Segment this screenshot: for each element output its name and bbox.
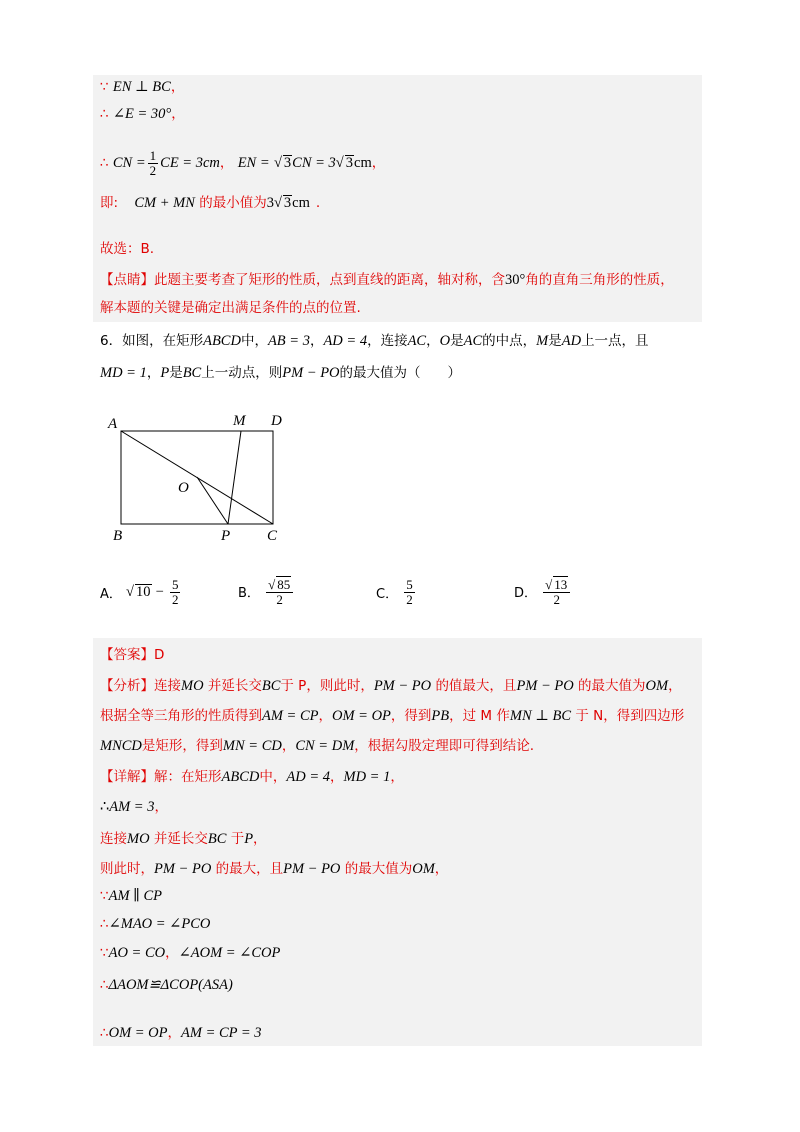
- question-line-2: MD = 1，P是BC上一动点，则PM − PO的最大值为（ ）: [100, 365, 462, 381]
- top-line-3: ∴ CN = $\frac{1}{2}$ CE = 3cm， EN = √ 3CN = 3√ 3cm，: [100, 147, 386, 178]
- detail-line-3: 连接MO 并延长交BC 于P，: [100, 831, 267, 847]
- geometry-figure: [100, 405, 300, 550]
- question-line-1: 6．如图，在矩形ABCD中，AB = 3，AD = 4，连接AC，O是AC的中点，M是AD上一点，且: [100, 333, 649, 349]
- because-symbol: ∵: [100, 79, 109, 95]
- top-line-4: 即: CM + MN 的最小值为3√ 3cm .: [100, 195, 321, 211]
- option-d: D． $\frac{√ 13}{2}$: [514, 576, 572, 607]
- label-c: C: [267, 528, 278, 544]
- segment-mp: [228, 431, 241, 524]
- detail-line-2: ∴AM = 3，: [100, 799, 168, 815]
- detail-line-1: 【详解】解：在矩形ABCD中，AD = 4，MD = 1，: [100, 769, 404, 785]
- answer-label: 【答案】: [100, 647, 154, 663]
- answer-choice-line: 故选：B.: [100, 241, 155, 257]
- top-line-2: ∴ ∠E = 30°，: [100, 106, 185, 122]
- option-a: A． √ 10 − $\frac{5}{2}$: [100, 577, 179, 607]
- detail-line-8: ∴ΔAOM≌ΔCOP(ASA): [100, 977, 233, 993]
- detail-line-5: ∵AM ∥ CP: [100, 888, 163, 904]
- label-o: O: [178, 480, 189, 496]
- answer-value: D: [154, 647, 165, 663]
- answer-line: [100, 645, 164, 665]
- tip-line-2: 解本题的关键是确定出满足条件的点的位置.: [100, 300, 361, 316]
- math-angle-e: ∠E = 30°: [112, 106, 172, 122]
- option-b: B． $\frac{√ 85}{2}$: [238, 576, 295, 607]
- segment-op: [197, 477, 228, 524]
- detail-line-7: ∵AO = CO，∠AOM = ∠COP: [100, 945, 281, 961]
- tip-line-1: 【点睛】此题主要考查了矩形的性质，点到直线的距离，轴对称，含30°角的直角三角形的性质，: [100, 272, 674, 288]
- label-m: M: [233, 413, 246, 429]
- analysis-label: 【分析】: [100, 678, 154, 694]
- detail-label: 【详解】: [100, 769, 154, 785]
- label-d: D: [271, 413, 282, 429]
- therefore-symbol: ∴: [100, 106, 109, 122]
- label-a: A: [108, 416, 118, 432]
- detail-line-4: 则此时，PM − PO 的最大，且PM − PO 的最大值为OM，: [100, 861, 449, 877]
- analysis-line-3: MNCD是矩形，得到MN = CD，CN = DM，根据勾股定理即可得到结论.: [100, 738, 535, 754]
- tip-label: 【点睛】: [100, 272, 154, 288]
- option-c: C． $\frac{5}{2}$: [376, 577, 413, 607]
- analysis-line-1: 【分析】连接MO 并延长交BC于 P，则此时，PM − PO 的值最大，且PM − PO 的最大值为OM，: [100, 678, 682, 694]
- label-p: P: [221, 528, 231, 544]
- label-b: B: [113, 528, 123, 544]
- analysis-line-2: 根据全等三角形的性质得到AM = CP，OM = OP，得到PB，过 M 作MN ⊥ BC 于 N，得到四边形: [100, 708, 685, 724]
- detail-line-6: ∴∠MAO = ∠PCO: [100, 916, 211, 932]
- math-en-perp-bc: EN ⊥ BC: [112, 79, 171, 95]
- question-number: 6．: [100, 333, 123, 349]
- therefore-symbol: ∴: [100, 155, 109, 171]
- detail-line-9: ∴OM = OP，AM = CP = 3: [100, 1025, 262, 1041]
- fraction-half: $\frac{1}{2}$: [149, 147, 157, 178]
- top-line-1: ∵ EN ⊥ BC，: [100, 79, 185, 95]
